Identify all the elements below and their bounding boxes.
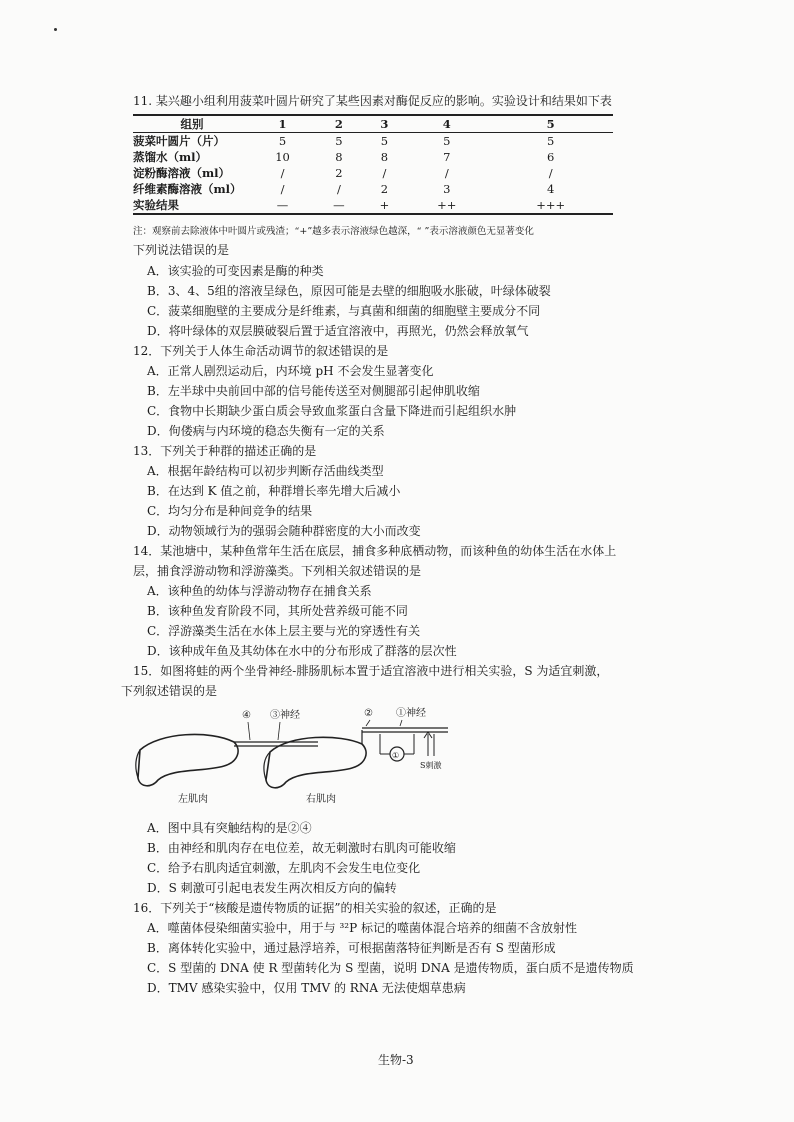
meter-label: ① <box>392 751 400 760</box>
q12-stem: 12．下列关于人体生命活动调节的叙述错误的是 <box>133 344 389 358</box>
option-item: A．图中具有突触结构的是②④ <box>147 821 312 835</box>
option-item: C．均匀分布是种间竞争的结果 <box>147 504 313 518</box>
table-cell: 8 <box>335 150 343 164</box>
table-cell: 4 <box>546 182 555 196</box>
table-cell: 5 <box>546 134 555 148</box>
table-header-cell: 4 <box>405 115 488 133</box>
table-cell: +++ <box>488 197 613 214</box>
table-cell: 淀粉酶溶液（ml） <box>133 166 231 180</box>
table-cell: 5 <box>278 134 287 148</box>
q11-table <box>133 114 613 215</box>
fig-label-1: ①神经 <box>396 708 426 719</box>
option-item: B．由神经和肌肉存在电位差，故无刺激时右肌肉可能收缩 <box>147 841 456 855</box>
option-item: B．离体转化实验中，通过悬浮培养，可根据菌落特征判断是否有 S 型菌形成 <box>147 941 556 955</box>
table-cell: 菠菜叶圆片（片） <box>133 134 225 148</box>
stimulus-label: S刺激 <box>420 761 442 770</box>
table-cell: 实验结果 <box>133 197 251 214</box>
table-header-cell: 5 <box>488 115 613 133</box>
q11-prompt: 下列说法错误的是 <box>133 243 230 257</box>
option-item: B．3、4、5组的溶液呈绿色，原因可能是去壁的细胞吸水胀破，叶绿体破裂 <box>147 284 551 298</box>
table-cell: / <box>336 182 341 196</box>
table-header-cell: 1 <box>251 115 314 133</box>
table-row <box>133 149 613 165</box>
table-row <box>133 165 613 181</box>
option-item: D．佝偻病与内环境的稳态失衡有一定的关系 <box>147 424 385 438</box>
option-item: D．S 刺激可引起电表发生两次相反方向的偏转 <box>147 881 397 895</box>
page-footer: 生物-3 <box>378 1053 414 1067</box>
table-row <box>133 181 613 197</box>
table-header-cell: 组别 <box>133 115 251 133</box>
table-cell: 8 <box>380 150 389 164</box>
q16-stem: 16．下列关于“核酸是遗传物质的证据”的相关实验的叙述，正确的是 <box>133 901 497 915</box>
left-muscle-shape <box>138 734 238 785</box>
table-cell: 纤维素酶溶液（ml） <box>133 182 242 196</box>
option-item: C．浮游藻类生活在水体上层主要与光的穿透性有关 <box>147 624 421 638</box>
table-cell: 5 <box>380 134 389 148</box>
table-cell: / <box>280 166 285 180</box>
fig-label-3: ③神经 <box>270 710 300 721</box>
pointer-2 <box>366 720 370 726</box>
option-item: C．S 型菌的 DNA 使 R 型菌转化为 S 型菌，说明 DNA 是遗传物质，蛋白质不是遗传物质 <box>147 961 634 975</box>
table-cell: 5 <box>335 134 343 148</box>
option-item: C．给予右肌肉适宜刺激，左肌肉不会发生电位变化 <box>147 861 421 875</box>
option-item: B．在达到 K 值之前，种群增长率先增大后减小 <box>147 484 401 498</box>
q14-stem-line2: 层，捕食浮游动物和浮游藻类。下列相关叙述错误的是 <box>133 564 422 578</box>
table-cell: — <box>314 197 364 214</box>
right-muscle-shape <box>266 737 366 787</box>
option-item: A．噬菌体侵染细菌实验中，用于与 ³²P 标记的噬菌体混合培养的细菌不含放射性 <box>147 921 577 935</box>
table-header-cell: 3 <box>364 115 406 133</box>
q11-stem: 11. 某兴趣小组利用菠菜叶圆片研究了某些因素对酶促反应的影响。实验设计和结果如下表 <box>133 94 612 108</box>
pointer-4 <box>248 722 250 740</box>
option-item: A．根据年龄结构可以初步判断存活曲线类型 <box>147 464 384 478</box>
q14-stem-line1: 14．某池塘中，某种鱼常年生活在底层，捕食多种底栖动物，而该种鱼的幼体生活在水体上 <box>133 544 617 558</box>
table-cell: / <box>444 166 449 180</box>
table-cell: — <box>251 197 314 214</box>
scan-speck <box>54 28 57 31</box>
option-item: D．TMV 感染实验中，仅用 TMV 的 RNA 无法使烟草患病 <box>147 981 466 995</box>
table-header-row <box>133 115 613 133</box>
q15-stem-line2: 下列叙述错误的是 <box>121 684 218 698</box>
fig-label-2: ② <box>364 708 373 719</box>
option-item: D．该种成年鱼及其幼体在水中的分布形成了群落的层次性 <box>147 644 457 658</box>
table-cell: 2 <box>335 166 343 180</box>
table-cell: / <box>548 166 553 180</box>
table-cell: 6 <box>546 150 555 164</box>
table-cell: / <box>382 166 387 180</box>
option-item: C．菠菜细胞壁的主要成分是纤维素，与真菌和细菌的细胞壁主要成分不同 <box>147 304 541 318</box>
option-item: D．将叶绿体的双层膜破裂后置于适宜溶液中，再照光，仍然会释放氧气 <box>147 324 529 338</box>
option-item: B．该种鱼发育阶段不同，其所处营养级可能不同 <box>147 604 408 618</box>
option-item: C．食物中长期缺少蛋白质会导致血浆蛋白含量下降进而引起组织水肿 <box>147 404 517 418</box>
nerve-muscle-figure <box>130 706 490 806</box>
fig-label-4: ④ <box>242 710 251 721</box>
q11-note: 注：观察前去除液体中叶圆片或残渣；“+”越多表示溶液绿色越深，“ ”表示溶液颜色无显著变化 <box>133 226 534 237</box>
pointer-1 <box>400 720 402 726</box>
table-cell: 5 <box>443 134 451 148</box>
table-cell: 蒸馏水（ml） <box>133 150 208 164</box>
right-muscle-label: 右肌肉 <box>306 794 336 805</box>
table-cell: 3 <box>443 182 451 196</box>
pointer-3 <box>278 722 280 740</box>
table-cell: ++ <box>405 197 488 214</box>
table-cell: / <box>280 182 285 196</box>
option-item: A．该实验的可变因素是酶的种类 <box>147 264 324 278</box>
option-item: B．左半球中央前回中部的信号能传送至对侧腿部引起伸肌收缩 <box>147 384 480 398</box>
q13-stem: 13．下列关于种群的描述正确的是 <box>133 444 317 458</box>
table-header-cell: 2 <box>314 115 364 133</box>
q15-stem-line1: 15．如图将蛙的两个坐骨神经-腓肠肌标本置于适宜溶液中进行相关实验，S 为适宜刺激， <box>133 664 609 678</box>
option-item: A．正常人剧烈运动后，内环境 pH 不会发生显著变化 <box>147 364 434 378</box>
left-muscle-label: 左肌肉 <box>178 794 208 805</box>
table-cell: 2 <box>380 182 389 196</box>
table-cell: 10 <box>275 150 290 164</box>
table-cell: + <box>364 197 406 214</box>
table-row <box>133 197 613 214</box>
table-cell: 7 <box>443 150 451 164</box>
table-row <box>133 133 613 150</box>
option-item: A．该种鱼的幼体与浮游动物存在捕食关系 <box>147 584 372 598</box>
option-item: D．动物领域行为的强弱会随种群密度的大小而改变 <box>147 524 421 538</box>
